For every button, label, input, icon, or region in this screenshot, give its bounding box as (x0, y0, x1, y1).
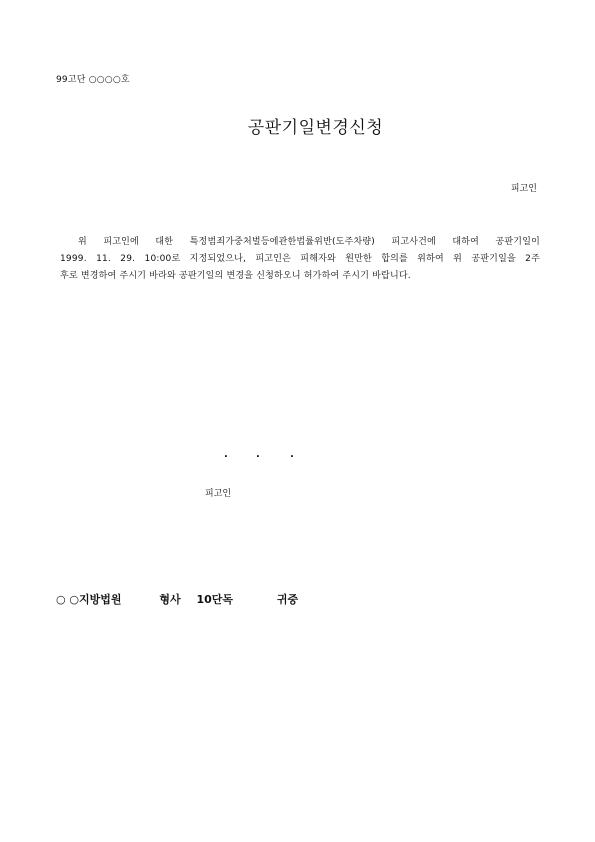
party-label-bottom: 피고인 (205, 489, 232, 499)
body-line: 위 피고인에 대한 특정범죄가중처벌등에관한법률위반(도주차량) 피고사건에 대하여 공판기일이 (78, 237, 540, 247)
document-title: 공판기일변경신청 (247, 118, 384, 138)
honorific: 귀중 (276, 593, 299, 606)
court-name: ○ ○지방법원 (56, 593, 122, 606)
court-division-type: 형사 (159, 593, 181, 606)
date-dot-day: . (290, 449, 294, 460)
date-dot-year: . (224, 449, 228, 460)
case-number: 99고단 ○○○○호 (56, 75, 130, 85)
date-dot-month: . (256, 449, 260, 460)
court-addressee (56, 591, 298, 607)
body-line: 후로 변경하여 주시기 바라와 공판기일의 변경을 신청하오니 허가하여 주시기 바랍니다. (60, 271, 411, 281)
body-line: 1999. 11. 29. 10:00로 지정되었으나, 피고인은 피해자와 원만한 합의를 위하여 위 공판기일을 2주 (60, 254, 540, 264)
party-label-top: 피고인 (510, 184, 537, 194)
court-division-number: 10단독 (196, 593, 234, 606)
date-placeholder (0, 449, 595, 463)
body-paragraph (60, 234, 540, 285)
